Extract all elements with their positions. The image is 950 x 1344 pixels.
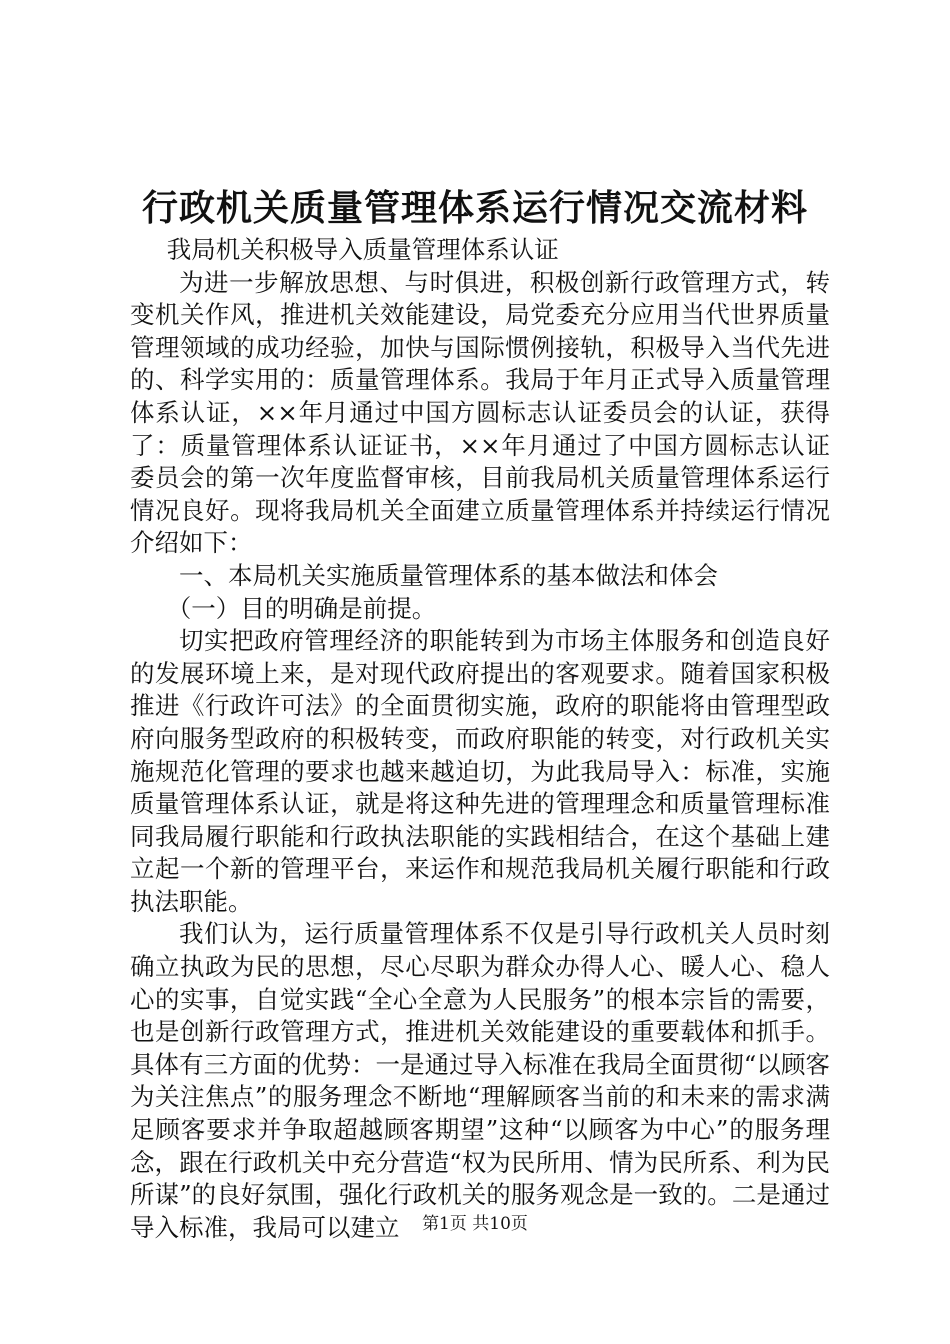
paragraph-body-2: 我们认为，运行质量管理体系不仅是引导行政机关人员时刻确立执政为民的思想，尽心尽职为群众办得人心、暖人心、稳人心的实事，自觉实践“全心全意为人民服务”的根本宗旨的需要，也是创新行政管理方式，推进机关效能建设的重要载体和抓手。具体有三方面的优势：一是通过导入标准在我局全面贯彻“以顾客为关注焦点”的服务理念不断地“理解顾客当前的和未来的需求满足顾客要求并争取超越顾客期望”这种“以顾客为中心”的服务理念，跟在行政机关中充分营造“权为民所用、情为民所系、利为民所谋”的良好氛围，强化行政机关的服务观念是一致的。二是通过导入标准，我局可以建立 xyxy=(130,919,830,1242)
document-title: 行政机关质量管理体系运行情况交流材料 xyxy=(141,187,808,229)
document-body xyxy=(130,234,830,1244)
paragraph-subtitle: 我局机关积极导入质量管理体系认证 xyxy=(166,235,559,264)
paragraph-body-1: 切实把政府管理经济的职能转到为市场主体服务和创造良好的发展环境上来，是对现代政府提出的客观要求。随着国家积极推进《行政许可法》的全面贯彻实施，政府的职能将由管理型政府向服务型政府的积极转变，而政府职能的转变，对行政机关实施规范化管理的要求也越来越迫切，为此我局导入：标准，实施质量管理体系认证，就是将这种先进的管理理念和质量管理标准同我局履行职能和行政执法职能的实践相结合，在这个基础上建立起一个新的管理平台，来运作和规范我局机关履行职能和行政执法职能。 xyxy=(130,626,830,916)
section-heading: 一、本局机关实施质量管理体系的基本做法和体会 xyxy=(179,560,718,590)
paragraph-intro: 为进一步解放思想、与时俱进，积极创新行政管理方式，转变机关作风，推进机关效能建设，局党委充分应用当代世界质量管理领域的成功经验，加快与国际惯例接轨，积极导入当代先进的、科学实用的：质量管理体系。我局于年月正式导入质量管理体系认证，××年月通过中国方圆标志认证委员会的认证，获得了：质量管理体系认证证书，××年月通过了中国方圆标志认证委员会的第一次年度监督审核，目前我局机关质量管理体系运行情况良好。现将我局机关全面建立质量管理体系并持续运行情况介绍如下： xyxy=(130,267,830,558)
page-footer: 第1页 共10页 xyxy=(422,1214,528,1234)
subsection-heading: （一）目的明确是前提。 xyxy=(166,593,437,623)
